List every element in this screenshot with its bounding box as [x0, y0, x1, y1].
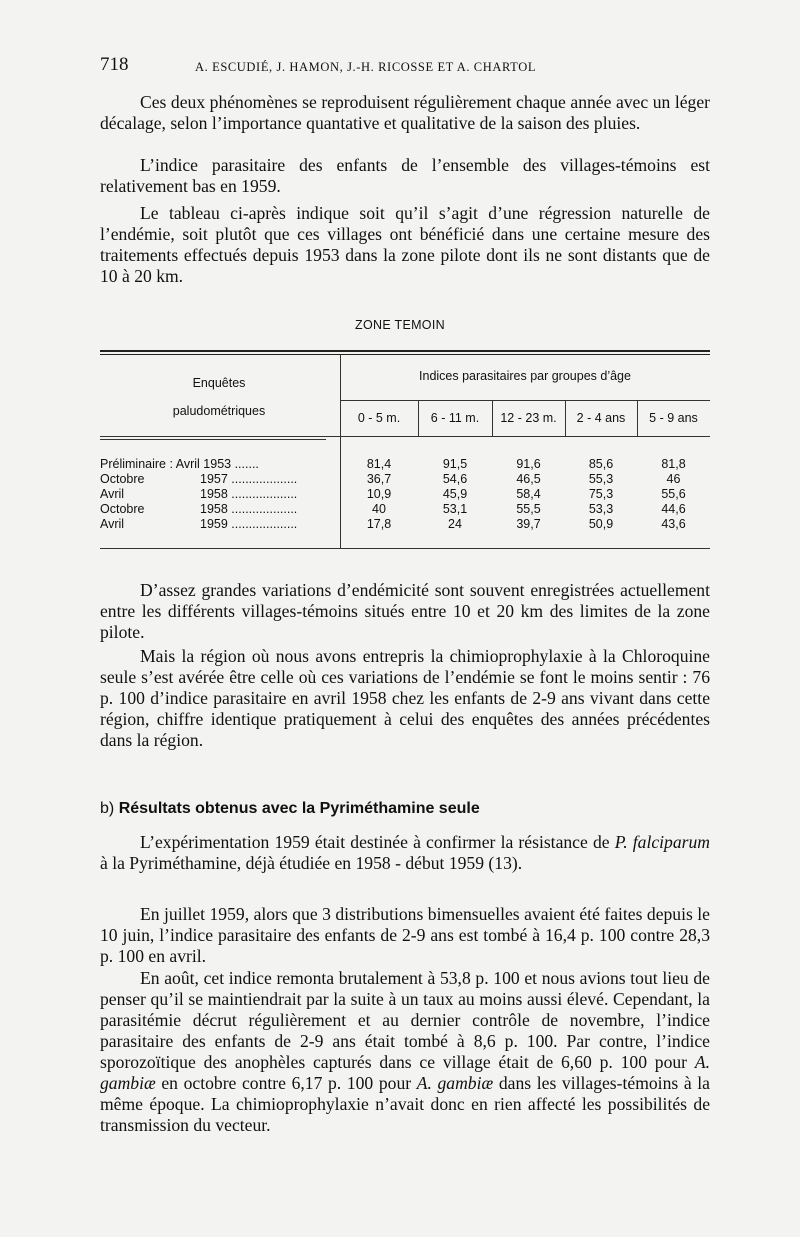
paragraph-8 — [100, 968, 710, 1136]
table-cell: 50,9 — [588, 517, 614, 531]
table-cell: 46 — [666, 472, 681, 486]
page-number: 718 — [100, 54, 129, 75]
row-leader: ....... — [234, 457, 259, 471]
column-header: 0 - 5 m. — [357, 411, 401, 425]
column-header: 6 - 11 m. — [430, 411, 480, 425]
row-date: 1958 — [200, 502, 228, 516]
table-header-rule — [100, 436, 710, 437]
header-enquetes: Enquêtes — [192, 376, 246, 390]
header-paludometriques: paludométriques — [172, 404, 266, 418]
paragraph-text: L’indice parasitaire des enfants de l’ensemble des villages-témoins est relativement bas en 1959. — [100, 155, 710, 196]
paragraph-1 — [100, 92, 710, 134]
paragraph-5 — [100, 646, 710, 751]
table-cell: 53,1 — [442, 502, 468, 516]
table-cell: 46,5 — [516, 472, 541, 486]
row-name: Avril — [100, 487, 125, 501]
table-cell: 91,5 — [442, 457, 468, 471]
table-cell: 44,6 — [661, 502, 686, 516]
text-run: L’expérimentation 1959 était destinée à confirmer la résistance de — [140, 832, 615, 852]
table-cell: 55,5 — [516, 502, 541, 516]
paragraph-text: En juillet 1959, alors que 3 distributions bimensuelles avaient été faites depuis le 10 juin, l’indice parasitaire des enfants de 2-9 ans est tombé à 16,4 p. 100 contre 28,3 p. 100 en avril. — [100, 904, 710, 966]
paragraph-7 — [100, 904, 710, 967]
header-indices-group: Indices parasitaires par groupes d’âge — [419, 369, 631, 383]
table-cell: 85,6 — [588, 457, 614, 471]
table-cell: 91,6 — [516, 457, 541, 471]
section-letter: b) — [100, 800, 115, 817]
table-cell: 81,4 — [366, 457, 392, 471]
page-header — [100, 54, 710, 80]
row-name: Octobre — [100, 502, 145, 516]
paragraph-text — [100, 968, 710, 1136]
paragraph-4 — [100, 580, 710, 643]
table-cell: 36,7 — [366, 472, 392, 486]
species-name: A. gambiæ — [416, 1073, 494, 1093]
species-name: A. gambiæ — [100, 1052, 710, 1093]
table-cell: 45,9 — [442, 487, 468, 501]
paragraph-2 — [100, 155, 710, 197]
row-name: Préliminaire : — [100, 457, 173, 471]
table-cell: 43,6 — [661, 517, 686, 531]
row-label — [100, 502, 332, 516]
row-label — [100, 472, 332, 486]
paragraph-text: Le tableau ci-après indique soit qu’il s’agit d’une régression naturelle de l’endémie, soit plutôt que ces villages ont bénéficié dans une certaine mesure des traitements effectués depuis 1953 dans la zone pilote dont ils ne sont distants que de 10 à 20 km. — [100, 203, 710, 286]
table-cell: 24 — [448, 517, 462, 531]
row-date: 1957 — [200, 472, 228, 486]
paragraph-text — [100, 832, 710, 874]
column-header: 12 - 23 m. — [500, 411, 557, 425]
row-leader: ................... — [231, 517, 298, 531]
paragraph-text: D’assez grandes variations d’endémicité sont souvent enregistrées actuellement entre les différents villages-témoins situés entre 10 et 20 km des limites de la zone pilote. — [100, 580, 710, 642]
table-top-rule-thin — [100, 354, 710, 355]
data-table — [100, 350, 710, 550]
row-label — [100, 457, 332, 471]
paragraph-6 — [100, 832, 710, 874]
row-name: Octobre — [100, 472, 145, 486]
row-label — [100, 487, 332, 501]
table-cell: 55,6 — [661, 487, 686, 501]
row-leader: ................... — [231, 487, 298, 501]
column-header: 2 - 4 ans — [576, 411, 626, 425]
table-row — [100, 517, 710, 534]
text-run: en octobre contre 6,17 p. 100 pour — [155, 1073, 417, 1093]
text-run: En août, cet indice remonta brutalement à 53,8 p. 100 et nous avions tout lieu de penser qu’il se maintiendrait par la suite à un taux au moins aussi élevé. Cependant, la parasitémie décrut régulièrement et au dernier contrôle de novembre, l’indice parasitaire des enfants de 2-9 ans était tombé à 8,6 p. 100. Par contre, l’indice sporozoïtique des anophèles capturés dans ce village était de 6,60 p. 100 pour — [100, 968, 710, 1072]
row-leader: ................... — [231, 502, 298, 516]
text-run: dans les villages-témoins à la même époque. La chimioprophylaxie n’avait donc en rien affecté les possibilités de transmission du vecteur. — [100, 1073, 710, 1135]
table-cell: 10,9 — [366, 487, 392, 501]
table-cell: 81,8 — [661, 457, 686, 471]
table-cell: 53,3 — [588, 502, 614, 516]
row-date: Avril 1953 — [175, 457, 232, 471]
table-cell: 55,3 — [588, 472, 614, 486]
row-date: 1959 — [200, 517, 228, 531]
table-bottom-rule — [100, 548, 710, 549]
section-heading — [100, 800, 480, 818]
species-name: P. falciparum — [614, 832, 710, 852]
table-cell: 54,6 — [442, 472, 468, 486]
row-name: Avril — [100, 517, 125, 531]
table-cell: 75,3 — [588, 487, 614, 501]
paragraph-text: Mais la région où nous avons entrepris la chimioprophylaxie à la Chloroquine seule s’est avérée être celle où ces variations de l’endémie se font le moins sentir : 76 p. 100 d’indice parasitaire en avril 1958 chez les enfants de 2-9 ans vivant dans cette région, chiffre identique pratiquement à celui des enquêtes des années précédentes dans la région. — [100, 646, 710, 750]
section-title: Résultats obtenus avec la Pyriméthamine seule — [118, 800, 480, 817]
table-title: ZONE TEMOIN — [355, 318, 445, 332]
row-leader: ................... — [231, 472, 298, 486]
table-cell: 58,4 — [516, 487, 541, 501]
table-header-rule — [100, 439, 326, 440]
column-header: 5 - 9 ans — [649, 411, 698, 425]
paragraph-text: Ces deux phénomènes se reproduisent régulièrement chaque année avec un léger décalage, selon l’importance quantative et qualitative de la saison des pluies. — [100, 92, 710, 133]
paragraph-3 — [100, 203, 710, 287]
table-cell: 40 — [372, 502, 386, 516]
table-cell: 39,7 — [516, 517, 541, 531]
table-top-rule — [100, 350, 710, 352]
text-run: à la Pyriméthamine, déjà étudiée en 1958 - début 1959 (13). — [100, 853, 523, 873]
running-head: A. ESCUDIÉ, J. HAMON, J.-H. RICOSSE ET A. CHARTOL — [195, 60, 537, 74]
table-divider — [340, 400, 710, 401]
row-label — [100, 517, 332, 531]
table-cell: 17,8 — [366, 517, 392, 531]
row-date: 1958 — [200, 487, 228, 501]
